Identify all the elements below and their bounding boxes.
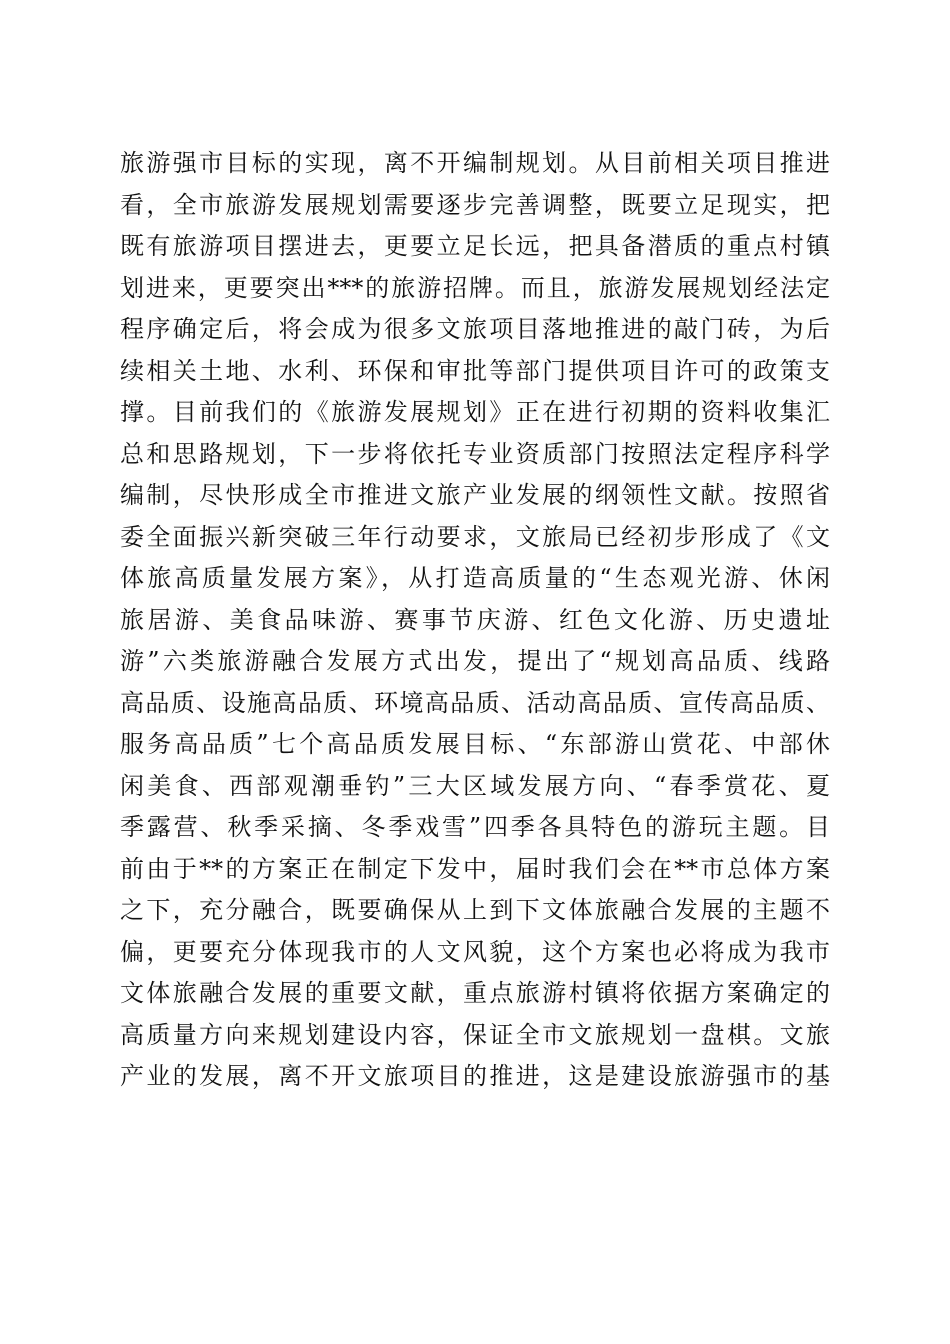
text-line-17: 季露营、秋季采摘、冬季戏雪”四季各具特色的游玩主题。目 <box>120 813 830 841</box>
text-line-2: 看，全市旅游发展规划需要逐步完善调整，既要立足现实，把 <box>120 190 830 219</box>
text-line-9: 编制，尽快形成全市推进文旅产业发展的纲领性文献。按照省 <box>120 481 830 509</box>
text-line-8: 总和思路规划，下一步将依托专业资质部门按照法定程序科学 <box>120 439 830 468</box>
text-line-5: 程序确定后，将会成为很多文旅项目落地推进的敲门砖，为后 <box>120 315 830 343</box>
text-line-13: 游”六类旅游融合发展方式出发，提出了“规划高品质、线路 <box>120 647 830 675</box>
text-line-18: 前由于**的方案正在制定下发中，届时我们会在**市总体方案 <box>120 854 830 883</box>
body-paragraph <box>120 143 830 1098</box>
text-line-6: 续相关土地、水利、环保和审批等部门提供项目许可的政策支 <box>120 356 830 385</box>
text-line-12: 旅居游、美食品味游、赛事节庆游、红色文化游、历史遗址 <box>120 605 830 634</box>
text-line-22: 高质量方向来规划建设内容，保证全市文旅规划一盘棋。文旅 <box>120 1020 830 1049</box>
text-line-4: 划进来，更要突出***的旅游招牌。而且，旅游发展规划经法定 <box>120 273 830 302</box>
text-line-10: 委全面振兴新突破三年行动要求，文旅局已经初步形成了《文 <box>120 522 830 551</box>
text-line-1: 旅游强市目标的实现，离不开编制规划。从目前相关项目推进 <box>120 149 830 177</box>
text-line-21: 文体旅融合发展的重要文献，重点旅游村镇将依据方案确定的 <box>120 979 830 1007</box>
text-line-19: 之下，充分融合，既要确保从上到下文体旅融合发展的主题不 <box>120 896 830 924</box>
text-line-15: 服务高品质”七个高品质发展目标、“东部游山赏花、中部休 <box>120 730 830 758</box>
text-line-20: 偏，更要充分体现我市的人文风貌，这个方案也必将成为我市 <box>120 937 830 966</box>
text-line-11: 体旅高质量发展方案》，从打造高质量的“生态观光游、休闲 <box>120 564 830 592</box>
text-line-7: 撑。目前我们的《旅游发展规划》正在进行初期的资料收集汇 <box>120 398 830 426</box>
text-line-16: 闲美食、西部观潮垂钓”三大区域发展方向、“春季赏花、夏 <box>120 771 830 800</box>
text-line-23: 产业的发展，离不开文旅项目的推进，这是建设旅游强市的基 <box>120 1062 830 1090</box>
text-line-3: 既有旅游项目摆进去，更要立足长远，把具备潜质的重点村镇 <box>120 232 830 260</box>
text-line-14: 高品质、设施高品质、环境高品质、活动高品质、宣传高品质、 <box>120 688 830 717</box>
